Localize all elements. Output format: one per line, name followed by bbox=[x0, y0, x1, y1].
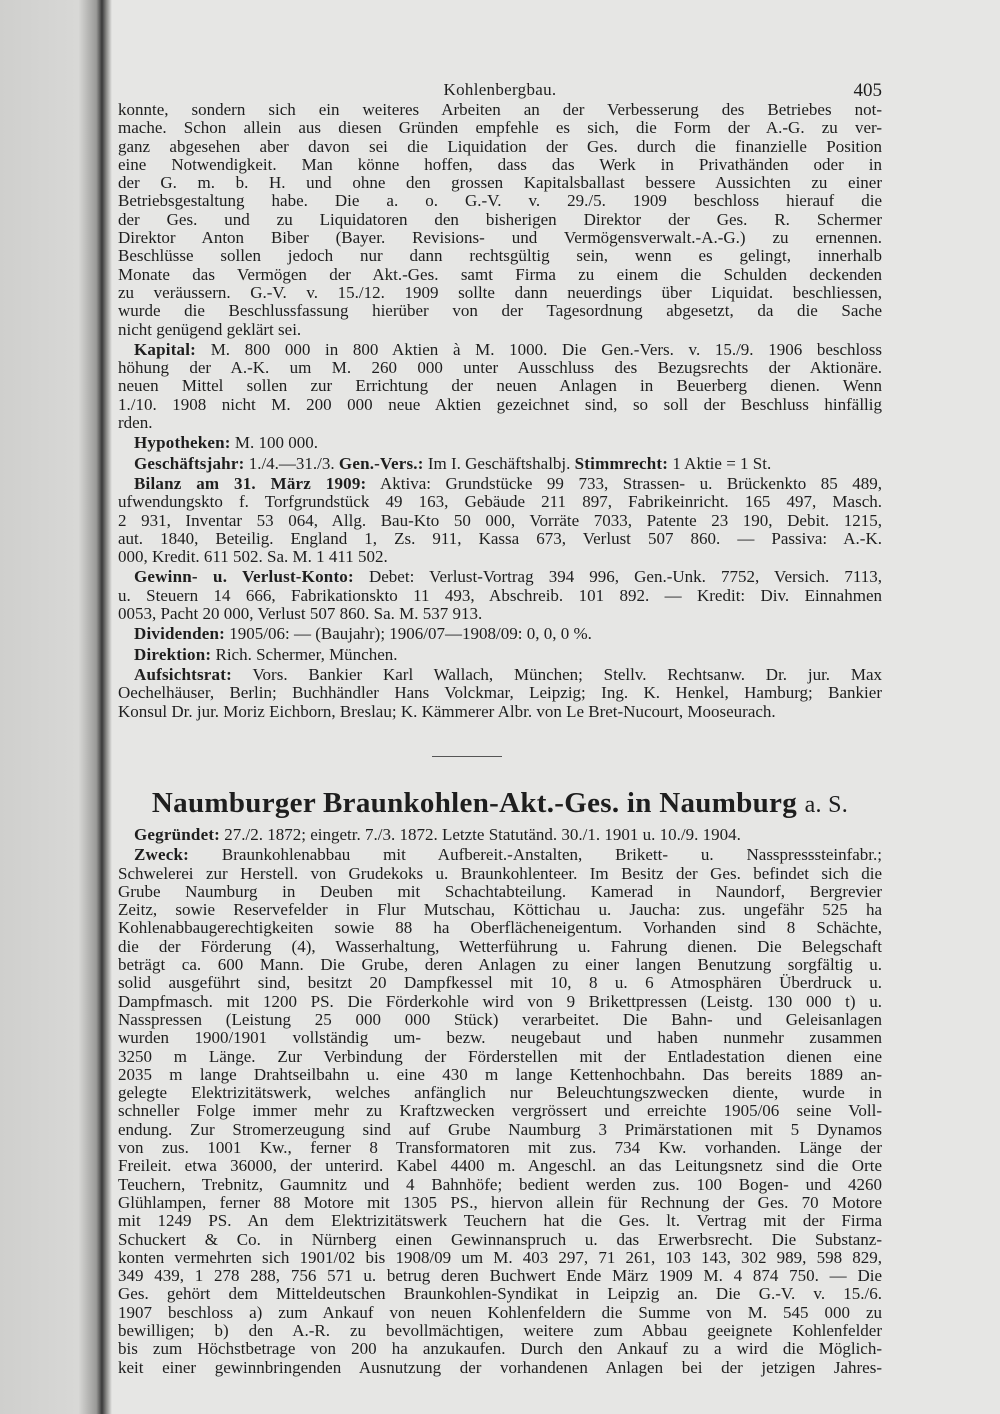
field-label: Aufsichtsrat: bbox=[134, 664, 232, 684]
line-text: Beschlüsse sollen jedoch nur dann rechtsgültig sein, wenn es gelingt, innerhalb bbox=[118, 246, 882, 266]
field-label: Stimmrecht: bbox=[574, 453, 669, 473]
text-line bbox=[118, 1340, 882, 1358]
line-text: 2 931, Inventar 53 064, Allg. Bau-Kto 50 000, Vorräte 7033, Patente 23 190, Debit. 1215, bbox=[118, 510, 882, 530]
text-line bbox=[118, 192, 882, 210]
line-text: Rich. Schermer, München. bbox=[215, 644, 398, 664]
line-text: aut. 1840, Beteilig. England 1, Zs. 911, Kassa 673, Verlust 507 860. — Passiva: A.-K. bbox=[118, 528, 882, 548]
line-text: konnte, sondern sich ein weiteres Arbeiten an der Verbesserung des Betriebes not- bbox=[118, 100, 882, 119]
text-line bbox=[118, 455, 882, 473]
field-label: Zweck: bbox=[134, 845, 190, 865]
text-line bbox=[118, 1121, 882, 1139]
line-text: 1905/06: — (Baujahr); 1906/07—1908/09: 0, 0, 0 %. bbox=[229, 624, 592, 644]
line-text: Ges. gehört dem Mitteldeutschen Braunkohlen-Syndikat in Leipzig an. Die G.-V. v. 15./6. bbox=[118, 1284, 882, 1304]
text-line bbox=[118, 211, 882, 229]
line-text: Oechelhäuser, Berlin; Buchhändler Hans Volckmar, Leipzig; Ing. K. Henkel, Hamburg; Bankier bbox=[118, 683, 882, 703]
field-label: Bilanz am 31. März 1909: bbox=[134, 473, 367, 493]
line-text: gelegte Elektrizitätswerk, welches anfänglich nur Beleuchtungszwecken diente, wurde in bbox=[118, 1083, 882, 1103]
paragraph bbox=[118, 475, 882, 566]
text-line bbox=[118, 1267, 882, 1285]
line-text: Dampfmasch. mit 1200 PS. Die Förderkohle wird von 9 Brikettpressen (Leistg. 130 000 t) u. bbox=[118, 991, 882, 1011]
text-line bbox=[118, 703, 882, 721]
text-line bbox=[118, 1194, 882, 1212]
text-line bbox=[118, 1176, 882, 1194]
paragraph bbox=[118, 101, 882, 339]
line-text: 2035 m lange Drahtseilbahn u. eine 430 m lange Kettenhochbahn. Das bereits 1889 an- bbox=[118, 1064, 882, 1084]
line-text: 1907 beschloss a) zum Ankauf von neuen Kohlenfeldern die Summe von M. 545 000 zu bbox=[118, 1302, 882, 1322]
text-line bbox=[118, 1139, 882, 1157]
section-divider bbox=[432, 756, 502, 757]
text-line bbox=[118, 646, 882, 664]
line-text: der G. m. b. H. und ohne den grossen Kapitalsballast bessere Aussichten zu einer bbox=[118, 173, 882, 193]
line-text: Nasspressen (Leistung 25 000 000 Stück) verarbeitet. Die Bahn- und Geleisanlagen bbox=[118, 1009, 882, 1029]
running-title: Kohlenbergbau. bbox=[443, 80, 557, 99]
line-text: 1./4.—31./3. bbox=[248, 453, 335, 473]
paragraph bbox=[118, 826, 882, 844]
text-line bbox=[118, 625, 882, 643]
section-previous-company bbox=[118, 99, 882, 721]
line-text: nicht genügend geklärt sei. bbox=[118, 319, 302, 339]
line-text: Direktor Anton Biber (Bayer. Revisions- und Vermögensverwalt.-A.-G.) zu ernennen. bbox=[118, 228, 882, 248]
line-text: Schuckert & Co. in Nürnberg einen Gewinnanspruch u. das Erwerbsrecht. Die Substanz- bbox=[118, 1229, 882, 1249]
line-text: Vors. Bankier Karl Wallach, München; Stellv. Rechtsanw. Dr. jur. Max bbox=[252, 664, 882, 684]
text-line bbox=[118, 956, 882, 974]
field-label: Gen.-Vers.: bbox=[338, 453, 424, 473]
line-text: 27./2. 1872; eingetr. 7./3. 1872. Letzte Statutänd. 30./1. 1901 u. 10./9. 1904. bbox=[224, 825, 741, 844]
line-text: mit 1249 PS. An dem Elektrizitätswerk Teuchern hat die Ges. lt. Vertrag mit der Firma bbox=[118, 1211, 882, 1231]
text-line bbox=[118, 901, 882, 919]
paragraph bbox=[118, 625, 882, 643]
line-text: rden. bbox=[118, 413, 153, 433]
paragraph bbox=[118, 646, 882, 664]
line-text: Teuchern, Trebnitz, Gaumnitz und 4 Bahnhöfe; bedient werden zus. 100 Bogen- und 4260 bbox=[118, 1174, 882, 1194]
field-value: 1 Aktie = 1 St. bbox=[672, 453, 772, 473]
text-line bbox=[118, 414, 882, 432]
text-line bbox=[118, 266, 882, 284]
field-label: Kapital: bbox=[134, 339, 197, 359]
line-text: Glühlampen, ferner 88 Motore mit 1305 PS., hiervon allein für Rechnung der Ges. 70 Motore bbox=[118, 1192, 882, 1212]
paragraph bbox=[118, 341, 882, 432]
line-text: die der Förderung (4), Wasserhaltung, Wetterführung u. Fahrung dienen. Die Belegschaft bbox=[118, 936, 882, 956]
text-line bbox=[118, 1212, 882, 1230]
text-line bbox=[118, 568, 882, 586]
line-text: schneller Folge immer mehr zu Kraftzwecken vergrössert und erreichte 1905/06 seine Voll- bbox=[118, 1101, 882, 1121]
text-line bbox=[118, 1084, 882, 1102]
text-line bbox=[118, 826, 882, 844]
text-line bbox=[118, 530, 882, 548]
text-line bbox=[118, 512, 882, 530]
line-text: Betriebsgestaltung habe. Die a. o. G.-V. v. 29./5. 1909 beschloss hierauf die bbox=[118, 191, 882, 211]
line-text: endung. Zur Stromerzeugung sind auf Grube Naumburg 3 Primärstationen mit 5 Dynamos bbox=[118, 1119, 882, 1139]
line-text: keit einer gewinnbringenden Ausnutzung der vorhandenen Anlagen bei der jetzigen Jahres- bbox=[118, 1357, 882, 1377]
line-text: Grube Naumburg in Deuben mit Schachtabteilung. Kamerad in Naundorf, Bergrevier bbox=[118, 881, 882, 901]
field-label: Hypotheken: bbox=[134, 433, 231, 453]
field-label: Gegründet: bbox=[134, 825, 221, 844]
text-line bbox=[118, 396, 882, 414]
text-line bbox=[118, 1157, 882, 1175]
line-text: konten vermehrten sich 1901/02 bis 1908/09 um M. 403 297, 71 261, 103 143, 302 989, 598 829, bbox=[118, 1247, 882, 1267]
line-text: eine Notwendigkeit. Man könne hoffen, dass das Werk in Privathänden oder in bbox=[118, 154, 882, 174]
text-line bbox=[118, 377, 882, 395]
line-text: Braunkohlenabbau mit Aufbereit.-Anstalten, Brikett- u. Nasspresssteinfabr.; bbox=[221, 845, 882, 865]
text-line bbox=[118, 587, 882, 605]
field-value: Im I. Geschäftshalbj. bbox=[427, 453, 571, 473]
line-text: mache. Schon allein aus diesen Gründen empfehle es sich, die Form der A.-G. zu ver- bbox=[118, 118, 882, 138]
line-text: zu veräussern. G.-V. v. 15./12. 1909 sollte dann neuerdings über Liquidat. beschliessen, bbox=[118, 282, 882, 302]
line-text: 3250 m Länge. Zur Verbindung der Förderstellen mit der Entladestation dienen eine bbox=[118, 1046, 882, 1066]
text-line bbox=[118, 321, 882, 339]
paragraph bbox=[118, 455, 882, 473]
line-text: von zus. 1001 Kw., ferner 8 Transformatoren mit zus. 734 Kw. vorhanden. Länge der bbox=[118, 1138, 882, 1158]
page-number: 405 bbox=[853, 80, 882, 101]
line-text: Monate das Vermögen der Akt.-Ges. samt Firma zu einem die Schulden deckenden bbox=[118, 264, 882, 284]
line-text: solid ausgeführt sind, besitzt 20 Dampfkessel mit 10, 8 u. 6 Atmosphären Überdruck u. bbox=[118, 973, 882, 993]
line-text: bis zum Höchstbetrage von 200 ha anzukaufen. Durch den Ankauf zu a wird die Möglich- bbox=[118, 1339, 882, 1359]
line-text: 000, Kredit. 611 502. Sa. M. 1 411 502. bbox=[118, 547, 388, 567]
paragraph bbox=[118, 568, 882, 623]
line-text: Schwelerei zur Herstell. von Grudekoks u. Braunkohlenteer. Im Besitz der Ges. befindet sich die bbox=[118, 863, 882, 883]
text-line bbox=[118, 684, 882, 702]
section-naumburger-company bbox=[118, 824, 882, 1377]
line-text: Freileit. etwa 36000, der unterird. Kabel 4400 m. Angeschl. an das Leitungsnetz sind die Orte bbox=[118, 1156, 882, 1176]
field-label: Gewinn- u. Verlust-Konto: bbox=[134, 567, 354, 587]
text-line bbox=[118, 1322, 882, 1340]
text-line bbox=[118, 993, 882, 1011]
company-name: Naumburger Braunkohlen-Akt.-Ges. in Naumburg bbox=[151, 787, 798, 819]
text-line bbox=[118, 284, 882, 302]
line-text: ufwendungskto f. Torfgrundstück 49 163, Gebäude 211 897, Fabrikeinricht. 165 497, Masch. bbox=[118, 492, 882, 512]
company-title-suffix: a. S. bbox=[804, 792, 849, 818]
text-line bbox=[118, 341, 882, 359]
text-line bbox=[118, 493, 882, 511]
line-text: neuen Mittel sollen zur Errichtung der neuen Anlagen in Beuerberg dienen. Wenn bbox=[118, 376, 882, 396]
line-text: Debet: Verlust-Vortrag 394 996, Gen.-Unk. 7752, Versich. 7113, bbox=[368, 567, 883, 587]
line-text: höhung der A.-K. um M. 260 000 unter Ausschluss des Bezugsrechts der Aktionäre. bbox=[118, 358, 882, 378]
line-text: ganz abgesehen aber davon sei die Liquidation der Ges. durch die finanzielle Position bbox=[118, 136, 882, 156]
line-text: bewilligen; b) den A.-R. zu bevollmächtigen, weitere zum Abbau geeignete Kohlenfelder bbox=[118, 1321, 882, 1341]
field-label: Direktion: bbox=[134, 644, 212, 664]
text-line bbox=[118, 1304, 882, 1322]
text-line bbox=[118, 605, 882, 623]
line-text: M. 100 000. bbox=[234, 433, 319, 453]
text-line bbox=[118, 1285, 882, 1303]
company-title bbox=[118, 787, 882, 820]
paragraph bbox=[118, 666, 882, 721]
text-line bbox=[118, 1249, 882, 1267]
text-line bbox=[118, 1048, 882, 1066]
paragraph bbox=[118, 434, 882, 452]
line-text: Zeitz, sowie Reservefelder in Flur Mutschau, Köttichau u. Jaucha: zus. ungefähr 525 ha bbox=[118, 900, 882, 920]
text-line bbox=[118, 1359, 882, 1377]
text-line bbox=[118, 174, 882, 192]
line-text: Konsul Dr. jur. Moriz Eichborn, Breslau; K. Kämmerer Albr. von Le Bret-Nucourt, Mooseurach. bbox=[118, 701, 776, 721]
book-gutter-shadow bbox=[0, 0, 112, 1414]
text-line bbox=[118, 548, 882, 566]
text-line bbox=[118, 156, 882, 174]
text-line bbox=[118, 302, 882, 320]
text-line bbox=[118, 1066, 882, 1084]
text-line bbox=[118, 138, 882, 156]
text-line bbox=[118, 666, 882, 684]
line-text: 0053, Pacht 20 000, Verlust 507 860. Sa. M. 537 913. bbox=[118, 604, 483, 624]
text-line bbox=[118, 434, 882, 452]
line-text: der Ges. und zu Liquidatoren den bisherigen Direktor der Ges. R. Schermer bbox=[118, 209, 882, 229]
paragraph bbox=[118, 846, 882, 1377]
text-line bbox=[118, 475, 882, 493]
text-line bbox=[118, 119, 882, 137]
field-label: Dividenden: bbox=[134, 624, 225, 644]
text-line bbox=[118, 247, 882, 265]
line-text: wurden 1900/1901 vollständig um- bezw. neugebaut und haben nunmehr zusammen bbox=[118, 1028, 882, 1048]
line-text: wurde die Beschlussfassung hierüber von der Tagesordnung abgesetzt, da die Sache bbox=[118, 301, 882, 321]
text-line bbox=[118, 1011, 882, 1029]
text-line bbox=[118, 919, 882, 937]
line-text: 1./10. 1908 nicht M. 200 000 neue Aktien gezeichnet sind, so soll der Beschluss hinfällig bbox=[118, 394, 882, 414]
line-text: 349 439, 1 278 288, 756 571 u. betrug deren Buchwert Ende März 1909 M. 4 874 750. — Die bbox=[118, 1266, 882, 1286]
text-line bbox=[118, 883, 882, 901]
line-text: M. 800 000 in 800 Aktien à M. 1000. Die Gen.-Vers. v. 15./9. 1906 beschloss bbox=[210, 339, 882, 359]
text-line bbox=[118, 974, 882, 992]
text-line bbox=[118, 1102, 882, 1120]
field-label: Geschäftsjahr: bbox=[134, 453, 245, 473]
text-line bbox=[118, 1029, 882, 1047]
text-line bbox=[118, 229, 882, 247]
text-line bbox=[118, 359, 882, 377]
text-line bbox=[118, 846, 882, 864]
text-line bbox=[118, 938, 882, 956]
line-text: u. Steuern 14 666, Fabrikationskto 11 493, Abschreib. 101 892. — Kredit: Div. Einnahmen bbox=[118, 585, 882, 605]
line-text: beträgt ca. 600 Mann. Die Grube, deren Anlagen zu einer langen Benutzung sorgfältig u. bbox=[118, 955, 882, 975]
line-text: Kohlenabbaugerechtigkeiten sowie 88 ha Oberflächeneigentum. Vorhanden sind 8 Schächte, bbox=[118, 918, 882, 938]
text-line bbox=[118, 865, 882, 883]
text-line bbox=[118, 101, 882, 119]
line-text: Aktiva: Grundstücke 99 733, Strassen- u. Brückenkto 85 489, bbox=[380, 473, 883, 493]
text-line bbox=[118, 1231, 882, 1249]
